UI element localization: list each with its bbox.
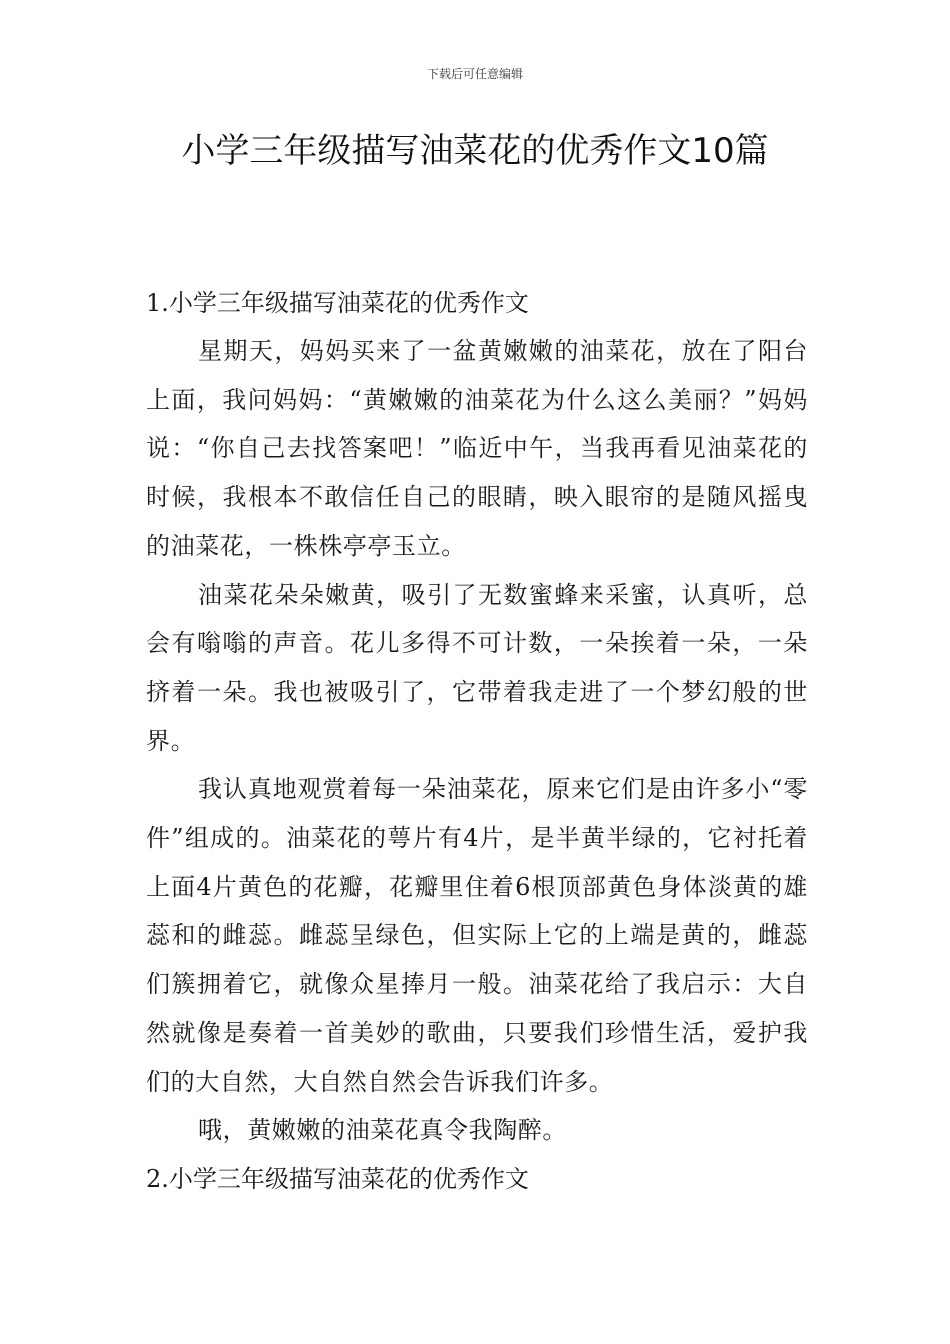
paragraph: 哦，黄嫩嫩的油菜花真令我陶醉。 [198,1116,567,1145]
section-heading: 1.小学三年级描写油菜花的优秀作文 [146,289,529,317]
document-title: 小学三年级描写油菜花的优秀作文10篇 [181,131,769,171]
header-note: 下载后可任意编辑 [426,67,523,81]
paragraph: 星期天，妈妈买来了一盆黄嫩嫩的油菜花，放在了阳台上面，我问妈妈：“黄嫩嫩的油菜花为什么这么美丽？”妈妈说：“你自己去找答案吧！”临近中午，当我再看见油菜花的时候，我根本不敢信任自己的眼睛，映入眼帘的是随风摇曳的油菜花，一株株亭亭玉立。 [146,337,808,560]
paragraph: 油菜花朵朵嫩黄，吸引了无数蜜蜂来采蜜，认真听，总会有嗡嗡的声音。花儿多得不可计数，一朵挨着一朵，一朵挤着一朵。我也被吸引了，它带着我走进了一个梦幻般的世界。 [146,580,808,755]
section-heading: 2.小学三年级描写油菜花的优秀作文 [146,1164,529,1193]
paragraph: 我认真地观赏着每一朵油菜花，原来它们是由许多小“零件”组成的。油菜花的萼片有4片，是半黄半绿的，它衬托着上面4片黄色的花瓣，花瓣里住着6根顶部黄色身体淡黄的雄蕊和的雌蕊。雌蕊呈绿色，但实际上它的上端是黄的，雌蕊们簇拥着它，就像众星捧月一般。油菜花给了我启示：大自然就像是奏着一首美妙的歌曲，只要我们珍惜生活，爱护我们的大自然，大自然自然会告诉我们许多。 [146,775,808,1096]
document-body [146,279,808,1203]
